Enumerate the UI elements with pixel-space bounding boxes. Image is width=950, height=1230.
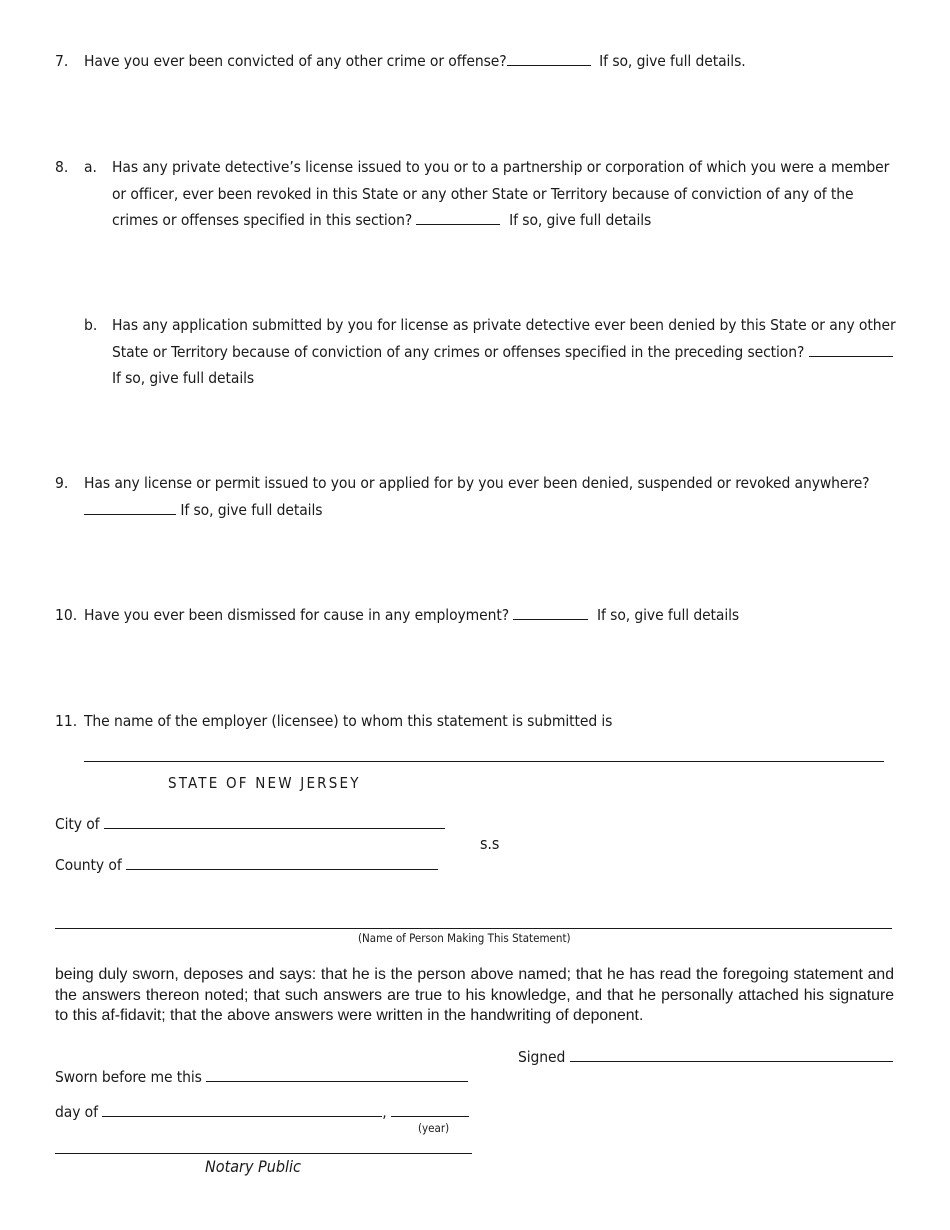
question-10 — [84, 602, 739, 629]
question-10-details-label: If so, give full details — [597, 606, 740, 624]
question-9-number: 9. — [55, 474, 69, 492]
county-label: County of — [55, 856, 122, 874]
deponent-name-line[interactable] — [55, 928, 892, 929]
city-blank[interactable] — [104, 814, 445, 829]
question-8a-answer-blank[interactable] — [416, 210, 500, 225]
ss-mark: s.s — [480, 834, 500, 853]
question-8b-answer-blank[interactable] — [809, 342, 893, 357]
year-blank[interactable] — [391, 1102, 469, 1117]
sworn-day-blank[interactable] — [206, 1067, 468, 1082]
sworn-label: Sworn before me this — [55, 1068, 202, 1086]
question-7 — [84, 48, 746, 75]
county-blank[interactable] — [126, 855, 438, 870]
oath-paragraph: being duly sworn, deposes and says: that he is the person above named; that he has read the foregoing statement and the answers thereon noted; that such answers are true to his knowledge, and that he personally attached his signature to this af-fidavit; that the above answers were written in the handwriting of deponent. — [55, 966, 894, 1024]
question-8a-line-1: Has any private detective’s license issued to you or to a partnership or corporation of which you were a member — [112, 158, 890, 176]
question-9-line-1: Has any license or permit issued to you or applied for by you ever been denied, suspended or revoked anywhere? — [84, 474, 870, 492]
day-of-field: day of , — [55, 1099, 469, 1126]
deponent-name-caption: (Name of Person Making This Statement) — [358, 931, 571, 945]
signature-blank[interactable] — [570, 1047, 893, 1062]
question-8b-details-label: If so, give full details — [112, 369, 255, 387]
question-9-line-2 — [84, 497, 322, 524]
question-7-number: 7. — [55, 52, 69, 70]
state-heading: STATE OF NEW JERSEY — [168, 774, 361, 792]
question-11-text: The name of the employer (licensee) to whom this statement is submitted is — [84, 712, 613, 730]
employer-name-line[interactable] — [84, 761, 884, 762]
notary-public-label: Notary Public — [205, 1157, 301, 1176]
city-field — [55, 811, 445, 838]
question-8b-letter: b. — [84, 316, 98, 334]
question-9-answer-blank[interactable] — [84, 500, 176, 515]
question-7-details-label: If so, give full details. — [599, 52, 746, 70]
signed-field — [518, 1044, 893, 1071]
question-10-text: Have you ever been dismissed for cause in any employment? — [84, 606, 510, 624]
question-8-number: 8. — [55, 158, 69, 176]
year-caption: (year) — [418, 1121, 450, 1135]
city-label: City of — [55, 815, 100, 833]
question-9-details-label: If so, give full details — [180, 501, 323, 519]
county-field — [55, 852, 438, 879]
question-7-answer-blank[interactable] — [507, 51, 591, 66]
question-8b-text-end: State or Territory because of conviction of any crimes or offenses specified in the preceding section? — [112, 342, 805, 361]
signed-label: Signed — [518, 1048, 566, 1066]
question-8a-letter: a. — [84, 158, 97, 176]
question-10-number: 10. — [55, 606, 78, 624]
question-8a-text-end: crimes or offenses specified in this section? — [112, 211, 413, 229]
question-8a-details-label: If so, give full details — [509, 211, 652, 229]
day-of-label: day of — [55, 1103, 98, 1121]
month-blank[interactable] — [102, 1102, 382, 1117]
sworn-field — [55, 1064, 468, 1091]
question-11-number: 11. — [55, 712, 78, 730]
question-8a-line-3 — [112, 207, 651, 234]
question-7-text: Have you ever been convicted of any other crime or offense? — [84, 52, 507, 70]
notary-signature-line[interactable] — [55, 1153, 472, 1154]
question-8b-line-1: Has any application submitted by you for license as private detective ever been denied by this State or any other — [112, 316, 896, 334]
question-8a-line-2: or officer, ever been revoked in this State or any other State or Territory because of conviction of any of the — [112, 184, 854, 203]
question-8b-line-2 — [112, 339, 893, 366]
question-10-answer-blank[interactable] — [513, 605, 588, 620]
